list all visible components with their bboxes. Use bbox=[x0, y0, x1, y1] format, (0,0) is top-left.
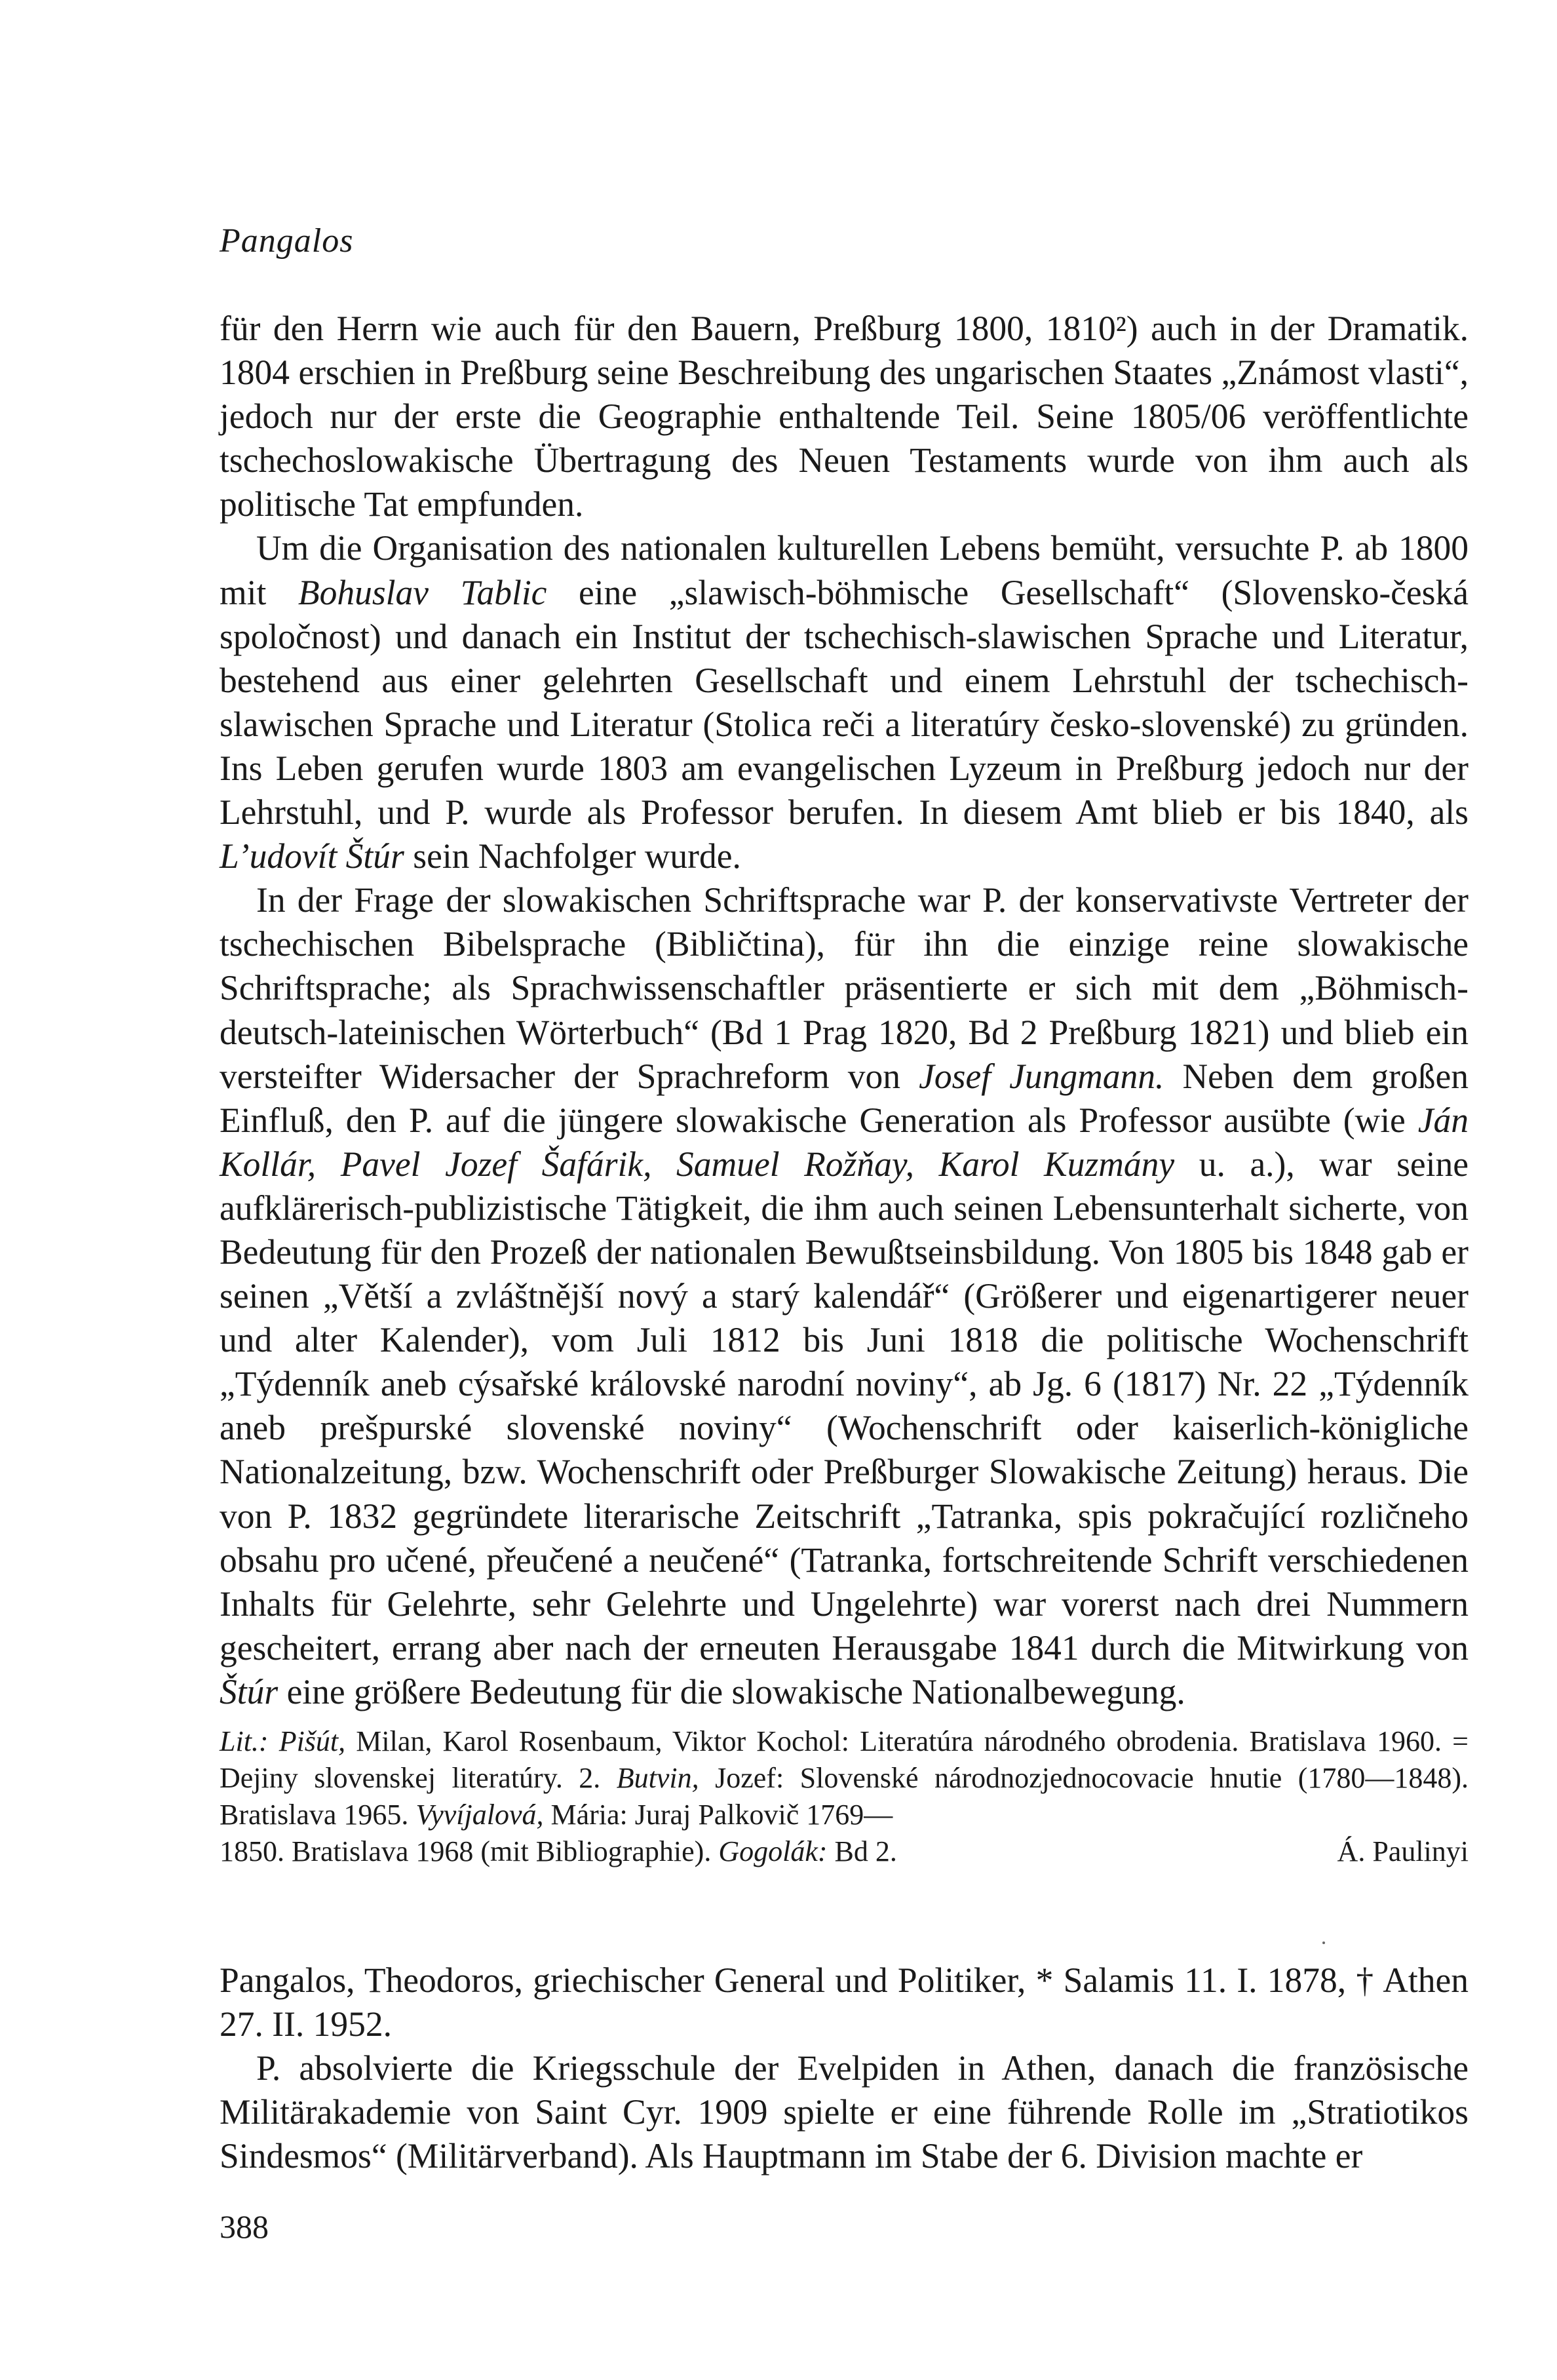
text: Milan, Karol Rosenbaum, Viktor Kochol: Literatúra národného obrodenia. Bratislava 1960. = Dejiny slovenskej literatúry. 2. bbox=[220, 1725, 1469, 1794]
entry-header bbox=[220, 1959, 1469, 2046]
running-head: Pangalos bbox=[220, 222, 354, 260]
person-name: Štúr bbox=[220, 1671, 279, 1711]
author-name: Butvin, bbox=[616, 1762, 699, 1794]
text: sein Nachfolger wurde. bbox=[404, 836, 741, 876]
text: eine „slawisch-böhmische Gesellschaft“ (Slovensko-česká spoločnost) und danach ein Institut der tschechisch-slawischen Sprache und Literatur, bestehend aus einer gelehrten Gesellschaft und einem Lehrstuhl der tschechisch-slawischen Sprache und Literatur (Stolica reči a literatúry česko-slovenské) zu gründen. Ins Leben gerufen wurde 1803 am evangelischen Lyzeum in Preßburg jedoch nur der Lehrstuhl, und P. wurde als Professor berufen. In diesem Amt blieb er bis 1840, als bbox=[220, 572, 1469, 832]
article-body bbox=[220, 307, 1469, 1870]
text: Jozef: Slovenské národnozjednocovacie hnutie (1780—1848). Bratislava 1965. bbox=[220, 1762, 1469, 1831]
text: Mária: Juraj Palkovič 1769— bbox=[543, 1799, 893, 1831]
person-name: Ján Kollár, Pavel Jozef Šafárik, Samuel Rožňay, Karol Kuzmány bbox=[220, 1100, 1469, 1184]
entry-paragraph-1: P. absolvierte die Kriegsschule der Evelpiden in Athen, danach die französische Militärakademie von Saint Cyr. 1909 spielte er eine führende Rolle im „Stratiotikos Sindesmos“ (Militärverband). Als Hauptmann im Stabe der 6. Division machte er bbox=[220, 2048, 1469, 2176]
paragraph-3 bbox=[220, 878, 1469, 1714]
person-name: L’udovít Štúr bbox=[220, 836, 404, 876]
headword: Pangalos, bbox=[220, 1961, 355, 2000]
divider-dot bbox=[1322, 1941, 1325, 1944]
literature-last-line bbox=[220, 1833, 1469, 1870]
text: Neben dem großen Einfluß, den P. auf die jüngere slowakische Generation als Professor ausübte (wie bbox=[220, 1056, 1469, 1140]
paragraph-1 bbox=[220, 307, 1469, 526]
text: eine größere Bedeutung für die slowakische Nationalbewegung. bbox=[278, 1671, 1185, 1711]
text: 1850. Bratislava 1968 (mit Bibliographie). bbox=[220, 1835, 719, 1867]
author-name: Gogolák: bbox=[718, 1835, 828, 1867]
article-author: Á. Paulinyi bbox=[1337, 1835, 1469, 1867]
person-name: Josef Jungmann. bbox=[919, 1056, 1164, 1096]
encyclopedia-entry bbox=[220, 1959, 1469, 2178]
author-name: Vyvíjalová, bbox=[415, 1799, 544, 1831]
literature-tail bbox=[220, 1833, 897, 1870]
text: u. a.), war seine aufklärerisch-publizistische Tätigkeit, die ihm auch seinen Lebensunterhalt sicherte, von Bedeutung für den Prozeß der nationalen Bewußtseinsbildung. Von 1805 bis 1848 gab er seinen „Větší a zvláštnější nový a starý kalendář“ (Größerer und eigenartigerer neuer und alter Kalender), vom Juli 1812 bis Juni 1818 die politische Wochenschrift „Týdenník aneb cýsařské královské narodní noviny“, ab Jg. 6 (1817) Nr. 22 „Týdenník aneb prešpurské slovenské noviny“ (Wochenschrift oder kaiserlich-königliche Nationalzeitung, bzw. Wochenschrift oder Preßburger Slowakische Zeitung) heraus. Die von P. 1832 gegründete literarische Zeitschrift „Tatranka, spis pokračující rozličneho obsahu pro učené, přeučené a neučené“ (Tatranka, fortschreitende Schrift verschiedenen Inhalts für Gelehrte, sehr Gelehrte und Ungelehrte) war vorerst nach drei Nummern gescheitert, errang aber nach der erneuten Herausgabe 1841 durch die Mitwirkung von bbox=[220, 1144, 1469, 1668]
text: für den Herrn wie auch für den Bauern, Preßburg 1800, 1810²) auch in der Dramatik. 1804 erschien in Preßburg seine Beschreibung des ungarischen Staates „Známost vlasti“, jedoch nur der erste die Geographie enthaltende Teil. Seine 1805/06 veröffentlichte tschechoslowakische Übertragung des Neuen Testaments wurde von ihm auch als politische Tat empfunden. bbox=[220, 309, 1469, 524]
person-name: Bohuslav Tablic bbox=[298, 572, 547, 612]
literature-references bbox=[220, 1723, 1469, 1833]
text: Um die Organisation des nationalen kulturellen Lebens bemüht, versuchte P. ab 1800 mit bbox=[220, 528, 1469, 612]
lit-label: Lit.: Pišút, bbox=[220, 1725, 346, 1757]
page-number: 388 bbox=[220, 2208, 269, 2245]
text: Theodoros, griechischer General und Politiker, * Salamis 11. I. 1878, † Athen 27. II. 1952. bbox=[220, 1961, 1469, 2044]
text: Bd 2. bbox=[827, 1835, 897, 1867]
paragraph-2 bbox=[220, 526, 1469, 878]
text: In der Frage der slowakischen Schriftsprache war P. der konservativste Vertreter der tschechischen Bibelsprache (Bibličtina), für ihn die einzige reine slowakische Schriftsprache; als Sprachwissenschaftler präsentierte er sich mit dem „Böhmisch-deutsch-lateinischen Wörterbuch“ (Bd 1 Prag 1820, Bd 2 Preßburg 1821) und blieb ein versteifter Widersacher der Sprachreform von bbox=[220, 880, 1469, 1096]
